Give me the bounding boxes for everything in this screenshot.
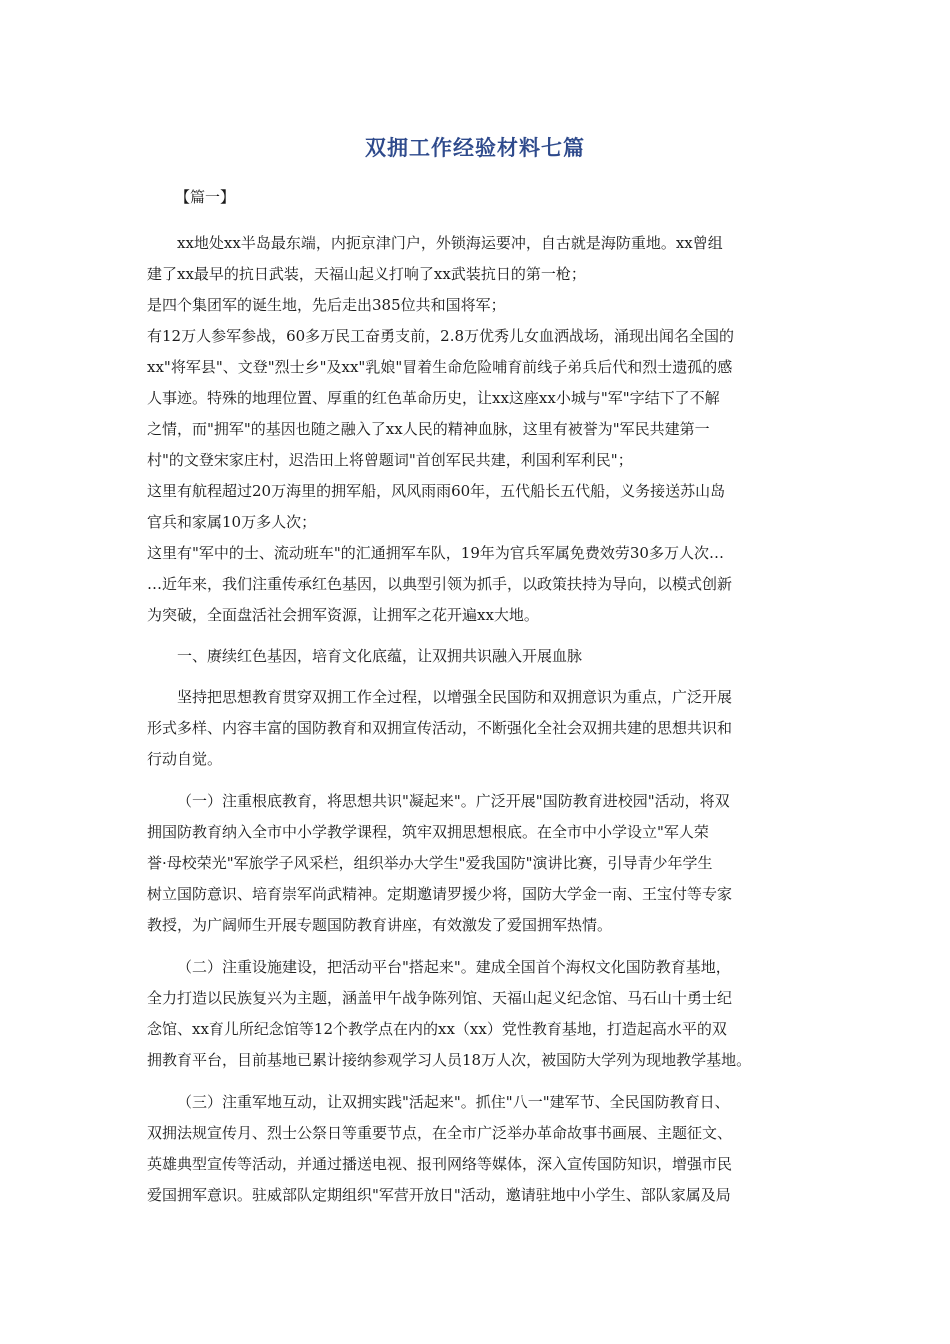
text-line: 全力打造以民族复兴为主题，涵盖甲午战争陈列馆、天福山起义纪念馆、马石山十勇士纪 xyxy=(147,989,733,1007)
text-line: 有12万人参军参战，60多万民工奋勇支前，2.8万优秀儿女血洒战场，涌现出闻名全国的 xyxy=(147,327,735,345)
text-line: 拥教育平台，目前基地已累计接纳参观学习人员18万人次，被国防大学列为现地教学基地。 xyxy=(147,1051,752,1069)
document-body xyxy=(147,228,819,1211)
text-line: 坚持把思想教育贯穿双拥工作全过程，以增强全民国防和双拥意识为重点，广泛开展 xyxy=(177,688,733,706)
text-line: 这里有"军中的士、流动班车"的汇通拥军车队，19年为官兵军属免费效劳30多万人次… xyxy=(147,544,724,562)
text-line: 拥国防教育纳入全市中小学教学课程，筑牢双拥思想根底。在全市中小学设立"军人荣 xyxy=(147,823,709,841)
paragraph-one xyxy=(147,682,819,775)
paragraph-four xyxy=(147,1087,819,1211)
paragraph-two xyxy=(147,786,819,941)
intro-paragraph xyxy=(147,228,819,631)
text-line: 之情，而"拥军"的基因也随之融入了xx人民的精神血脉，这里有被誉为"军民共建第一 xyxy=(147,420,710,438)
text-line: 这里有航程超过20万海里的拥军船，风风雨雨60年，五代船长五代船，义务接送苏山岛 xyxy=(147,482,726,500)
text-line: 英雄典型宣传等活动，并通过播送电视、报刊网络等媒体，深入宣传国防知识，增强市民 xyxy=(147,1155,733,1173)
text-line: xx地处xx半岛最东端，内扼京津门户，外锁海运要冲，自古就是海防重地。xx曾组 xyxy=(177,234,723,252)
text-line: 官兵和家属10万多人次； xyxy=(147,513,317,531)
text-line: 双拥法规宣传月、烈士公祭日等重要节点，在全市广泛举办革命故事书画展、主题征文、 xyxy=(147,1124,733,1142)
text-line: 爱国拥军意识。驻威部队定期组织"军营开放日"活动，邀请驻地中小学生、部队家属及局 xyxy=(147,1186,731,1204)
text-line: 教授，为广阔师生开展专题国防教育讲座，有效激发了爱国拥军热情。 xyxy=(147,916,613,934)
text-line: （三）注重军地互动，让双拥实践"活起来"。抓住"八一"建军节、全民国防教育日、 xyxy=(177,1093,730,1111)
text-line: 为突破，全面盘活社会拥军资源，让拥军之花开遍xx大地。 xyxy=(147,606,539,624)
text-line: 树立国防意识、培育崇军尚武精神。定期邀请罗援少将，国防大学金一南、王宝付等专家 xyxy=(147,885,733,903)
text-line: 是四个集团军的诞生地，先后走出385位共和国将军； xyxy=(147,296,506,314)
text-line: 念馆、xx育儿所纪念馆等12个教学点在内的xx（xx）党性教育基地，打造起高水平的双 xyxy=(147,1020,727,1038)
text-line: 行动自觉。 xyxy=(147,750,223,768)
text-line: xx"将军县"、文登"烈士乡"及xx"乳娘"冒着生命危险哺育前线子弟兵后代和烈士遗孤的感 xyxy=(147,358,733,376)
heading-one xyxy=(147,641,819,672)
paragraph-three xyxy=(147,952,819,1076)
text-line: 人事迹。特殊的地理位置、厚重的红色革命历史，让xx这座xx小城与"军"字结下了不解 xyxy=(147,389,720,407)
section-label: 【篇一】 xyxy=(175,188,236,206)
document-title: 双拥工作经验材料七篇 xyxy=(365,136,585,160)
text-line: 形式多样、内容丰富的国防教育和双拥宣传活动，不断强化全社会双拥共建的思想共识和 xyxy=(147,719,733,737)
text-line: …近年来，我们注重传承红色基因，以典型引领为抓手，以政策扶持为导向，以模式创新 xyxy=(147,575,733,593)
text-line: 誉·母校荣光"军旅学子风采栏，组织举办大学生"爱我国防"演讲比赛，引导青少年学生 xyxy=(147,854,713,872)
section-heading: 一、赓续红色基因，培育文化底蕴，让双拥共识融入开展血脉 xyxy=(177,647,583,665)
text-line: 建了xx最早的抗日武装，天福山起义打响了xx武装抗日的第一枪； xyxy=(147,265,586,283)
text-line: 村"的文登宋家庄村，迟浩田上将曾题词"首创军民共建，利国利军利民"； xyxy=(147,451,633,469)
text-line: （一）注重根底教育，将思想共识"凝起来"。广泛开展"国防教育进校园"活动，将双 xyxy=(177,792,730,810)
text-line: （二）注重设施建设，把活动平台"搭起来"。建成全国首个海权文化国防教育基地， xyxy=(177,958,731,976)
